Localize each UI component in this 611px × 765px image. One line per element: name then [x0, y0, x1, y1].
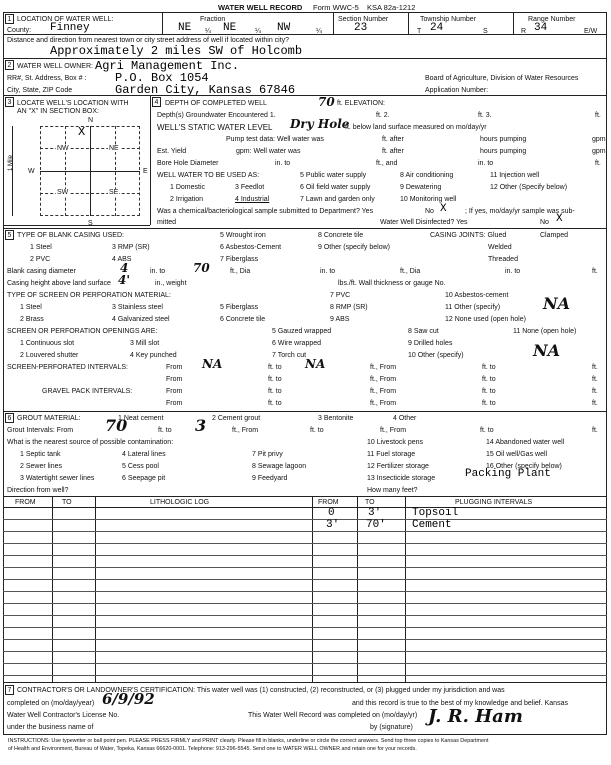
- grout-4[interactable]: 4 Other: [393, 415, 417, 422]
- contam-11[interactable]: 11 Fuel storage: [367, 451, 416, 458]
- casing-label: TYPE OF BLANK CASING USED:: [17, 232, 124, 239]
- mitted: mitted: [157, 219, 177, 226]
- dia-label: Blank casing diameter: [7, 268, 76, 275]
- grout-ft: ft.: [592, 427, 598, 434]
- dia-value: 4: [120, 261, 129, 275]
- plugging-header: PLUGGING INTERVALS: [455, 499, 533, 506]
- screen-2[interactable]: 2 Brass: [20, 316, 44, 323]
- sp-ft-2: ft.: [592, 376, 598, 383]
- dia-ft: ft., Dia: [230, 268, 251, 275]
- ksa-number: KSA 82a-1212: [367, 3, 416, 12]
- open-8[interactable]: 8 Saw cut: [408, 328, 439, 335]
- address-label: RR#, St. Address, Box # :: [7, 75, 87, 82]
- range-label: Range Number: [528, 16, 576, 23]
- bore-label: Bore Hole Diameter: [157, 160, 219, 167]
- use-1[interactable]: 1 Domestic: [170, 184, 206, 191]
- howmany-label: How many feet?: [367, 487, 418, 494]
- instructions-2: of Health and Environment, Bureau of Water, Topeka, Kansas 66620-0001. Telephone: 913-296-5545. Send one to WATER WELL OWNER and retain one for your records.: [8, 746, 417, 752]
- grout-int-label: Grout Intervals: From: [7, 427, 74, 434]
- dia-in-2: in. to: [320, 268, 336, 275]
- height-label: Casing height above land surface: [7, 280, 111, 287]
- gp-ft-2: ft.: [592, 400, 598, 407]
- contam-10[interactable]: 10 Livestock pens: [367, 439, 424, 446]
- dia-ft-3: ft.: [592, 268, 598, 275]
- cert-line-1: CONTRACTOR'S OR LANDOWNER'S CERTIFICATION: This water well was (1) constructed, (2) reconstructed, or (3) plugged under my jurisdiction and was: [17, 687, 505, 694]
- sp-from-2: From: [166, 376, 183, 383]
- dis-no[interactable]: No: [540, 219, 549, 226]
- section-1-number: 1: [5, 14, 14, 24]
- gw-label: Depth(s) Groundwater Encountered 1.: [157, 112, 276, 119]
- casing-4[interactable]: 4 ABS: [112, 256, 132, 263]
- township-suffix: S: [483, 28, 488, 35]
- grout-2[interactable]: 2 Cement grout: [212, 415, 261, 422]
- distance-label: Distance and direction from nearest town or city street address of well if located within city?: [7, 37, 290, 44]
- county-value: Finney: [50, 22, 90, 34]
- township-label: Township Number: [420, 16, 477, 23]
- contam-16-value: Packing Plant: [465, 468, 551, 480]
- depth-ft: ft. ELEVATION:: [337, 100, 385, 107]
- grout-1[interactable]: 1 Neat cement: [118, 415, 164, 422]
- screen-5[interactable]: 5 Fiberglass: [220, 304, 259, 311]
- compass-s: S: [88, 220, 93, 227]
- sp-from-1: From: [166, 364, 183, 371]
- contam-6[interactable]: 6 Seepage pit: [122, 475, 166, 482]
- contam-7[interactable]: 7 Pit privy: [252, 451, 283, 458]
- plug-row-2-desc: Cement: [412, 519, 452, 531]
- quadrant-ne: NE: [109, 145, 119, 152]
- sp-to-2: ft. to: [268, 376, 282, 383]
- cert-line-2b: and this record is true to the best of my knowledge and belief. Kansas: [352, 700, 568, 707]
- locate-label: LOCATE WELL'S LOCATION WITH: [17, 100, 129, 107]
- gp-to-1: ft. to: [268, 388, 282, 395]
- open-11[interactable]: 11 None (open hole): [513, 328, 577, 335]
- screen-10[interactable]: 10 Asbestos-cement: [445, 292, 509, 299]
- disinfect-label: Water Well Disinfected? Yes: [380, 219, 468, 226]
- owner-label: WATER WELL OWNER:: [17, 63, 93, 70]
- log-from2-header: FROM: [318, 499, 339, 506]
- casing-5[interactable]: 5 Wrought iron: [220, 232, 266, 239]
- screen-8[interactable]: 8 RMP (SR): [330, 304, 368, 311]
- contam-9[interactable]: 9 Feedyard: [252, 475, 288, 482]
- casing-1[interactable]: 1 Steel: [30, 244, 52, 251]
- compass-n: N: [88, 117, 94, 124]
- contam-label: What is the nearest source of possible contamination:: [7, 439, 174, 446]
- quarter-sym-1: ¼: [205, 28, 211, 35]
- gp-to-1b: ft. to: [482, 388, 496, 395]
- open-5[interactable]: 5 Gauzed wrapped: [272, 328, 332, 335]
- contam-15[interactable]: 15 Oil well/Gas well: [486, 451, 548, 458]
- compass-w: W: [28, 168, 35, 175]
- gp-ftfrom-2: ft., From: [370, 400, 397, 407]
- sp-ftfrom-1: ft., From: [370, 364, 397, 371]
- open-7[interactable]: 7 Torch cut: [272, 352, 307, 359]
- section-3-number: 3: [5, 97, 14, 107]
- open-10-value: NA: [533, 341, 561, 360]
- owner-value: Agri Management Inc.: [95, 59, 240, 73]
- screen-label: TYPE OF SCREEN OR PERFORATION MATERIAL:: [7, 292, 171, 299]
- casing-6[interactable]: 6 Asbestos-Cement: [220, 244, 282, 251]
- log-from-header: FROM: [15, 499, 36, 506]
- cert-line-3b: This Water Well Record was completed on (mo/day/yr): [248, 712, 418, 719]
- static-label: WELL'S STATIC WATER LEVEL: [157, 123, 273, 132]
- chem-no[interactable]: No: [425, 208, 434, 215]
- section-6-number: 6: [5, 413, 14, 423]
- plug-row-2-to: 70': [366, 519, 386, 531]
- use-3[interactable]: 3 Feedlot: [235, 184, 265, 191]
- chem-label: Was a chemical/bacteriological sample submitted to Department? Yes: [157, 208, 374, 215]
- contam-1[interactable]: 1 Septic tank: [20, 451, 61, 458]
- contam-14[interactable]: 14 Abandoned water well: [486, 439, 565, 446]
- grout-3[interactable]: 3 Bentonite: [318, 415, 354, 422]
- est-gpm-2: gpm: [592, 148, 606, 155]
- dia-in-3: in. to: [505, 268, 521, 275]
- plug-row-1-desc: Topsoil: [412, 507, 459, 519]
- casing-8[interactable]: 8 Concrete tile: [318, 232, 364, 239]
- depth-label: DEPTH OF COMPLETED WELL: [165, 100, 267, 107]
- contam-2[interactable]: 2 Sewer lines: [20, 463, 63, 470]
- gp-from-2: From: [166, 400, 183, 407]
- screen-3[interactable]: 3 Stainless steel: [112, 304, 163, 311]
- grout-ftfrom-2: ft., From: [380, 427, 407, 434]
- chem-x: X: [440, 203, 447, 215]
- township-prefix: T: [417, 28, 422, 35]
- litho-header: LITHOLOGIC LOG: [150, 499, 210, 506]
- section-box[interactable]: [40, 126, 140, 216]
- gp-to-2: ft. to: [268, 400, 282, 407]
- height-in: in., weight: [155, 280, 187, 287]
- dia-ft-2: ft., Dia: [400, 268, 421, 275]
- bore-in: in. to: [275, 160, 291, 167]
- section-number-label: Section Number: [338, 16, 389, 23]
- section-value: 23: [354, 22, 368, 34]
- address-value: P.O. Box 1054: [115, 71, 209, 85]
- quarter-2: NE: [223, 22, 237, 34]
- grout-to-label: ft. to: [158, 427, 172, 434]
- est-hours: hours pumping: [480, 148, 527, 155]
- plug-row-2-from: 3': [326, 519, 340, 531]
- log-to2-header: TO: [365, 499, 375, 506]
- section-2-number: 2: [5, 60, 14, 70]
- open-9[interactable]: 9 Drilled holes: [408, 340, 453, 347]
- application-label: Application Number:: [425, 87, 489, 94]
- mile-label: 1 Mile: [8, 154, 15, 172]
- open-3[interactable]: 3 Mill slot: [130, 340, 160, 347]
- grout-ftto: ft. to: [310, 427, 324, 434]
- gp-label: GRAVEL PACK INTERVALS:: [42, 388, 133, 395]
- quarter-sym-3: ¼: [316, 28, 322, 35]
- open-2[interactable]: 2 Louvered shutter: [20, 352, 79, 359]
- range-suffix: E/W: [584, 28, 598, 35]
- bore-ft: ft.: [595, 160, 601, 167]
- gw-3: ft. 3.: [478, 112, 492, 119]
- openings-label: SCREEN OR PERFORATION OPENINGS ARE:: [7, 328, 158, 335]
- completed-label: completed on (mo/day/year): [7, 700, 95, 707]
- fraction-label: Fraction: [200, 16, 226, 23]
- quadrant-se: SE: [109, 189, 119, 196]
- depth-value: 70: [318, 95, 335, 109]
- pump-gpm: gpm: [592, 136, 606, 143]
- sp-ft-1: ft.: [592, 364, 598, 371]
- distance-value: Approximately 2 miles SW of Holcomb: [50, 44, 303, 58]
- board-label: Board of Agriculture, Division of Water Resources: [425, 75, 579, 82]
- county-label: County:: [7, 27, 32, 34]
- s1-label: LOCATION OF WATER WELL:: [17, 16, 114, 23]
- lbs-label: lbs./ft. Wall thickness or gauge No.: [338, 280, 446, 287]
- screen-12[interactable]: 12 None used (open hole): [445, 316, 526, 323]
- use-9[interactable]: 9 Dewatering: [400, 184, 442, 191]
- use-12[interactable]: 12 Other (Specify below): [490, 184, 568, 191]
- screen-11-value: NA: [543, 294, 571, 313]
- use-8[interactable]: 8 Air conditioning: [400, 172, 454, 179]
- est-gpm: gpm: Well water was: [236, 148, 301, 155]
- township-value: 24: [430, 22, 444, 34]
- dis-x: X: [556, 213, 563, 225]
- grout-to-value: 3: [195, 416, 207, 435]
- sp-from-value: NA: [202, 357, 223, 371]
- static-value: Dry Hole: [290, 117, 350, 131]
- quarter-1: NE: [178, 22, 192, 34]
- city-value: Garden City, Kansas 67846: [115, 83, 296, 97]
- section-7-number: 7: [5, 685, 14, 695]
- pump-label: Pump test data: Well water was: [226, 136, 324, 143]
- joints-clamped[interactable]: Clamped: [540, 232, 569, 239]
- grout-from-value: 70: [105, 416, 128, 435]
- dia-to-value: 70: [193, 261, 210, 275]
- grout-ftfrom: ft., From: [232, 427, 259, 434]
- open-10[interactable]: 10 Other (specify): [408, 352, 464, 359]
- sp-label: SCREEN-PERFORATED INTERVALS:: [7, 364, 128, 371]
- bore-and: ft., and: [376, 160, 398, 167]
- quadrant-sw: SW: [57, 189, 69, 196]
- pump-hours: hours pumping: [480, 136, 527, 143]
- dia-in: in. to: [150, 268, 166, 275]
- quarter-sym-2: ¼: [255, 28, 261, 35]
- gw-end: ft.: [595, 112, 601, 119]
- compass-e: E: [143, 168, 148, 175]
- sp-to-1b: ft. to: [482, 364, 496, 371]
- pump-after: ft. after: [382, 136, 404, 143]
- log-to-header: TO: [62, 499, 72, 506]
- section-5-number: 5: [5, 230, 14, 240]
- contam-16[interactable]: 16 Other (specify below): [486, 463, 562, 470]
- license-label: Water Well Contractor's License No.: [7, 712, 120, 719]
- form-title: WATER WELL RECORD: [218, 3, 303, 12]
- grout-ftto-2: ft. to: [480, 427, 494, 434]
- screen-4[interactable]: 4 Galvanized steel: [112, 316, 170, 323]
- plug-row-1-from: 0: [328, 507, 335, 519]
- casing-9[interactable]: 9 Other (specify below): [318, 244, 390, 251]
- gp-ft-1: ft.: [592, 388, 598, 395]
- use-label: WELL WATER TO BE USED AS:: [157, 172, 260, 179]
- open-4[interactable]: 4 Key punched: [130, 352, 177, 359]
- contam-12[interactable]: 12 Fertilizer storage: [367, 463, 429, 470]
- direction-label: Direction from well?: [7, 487, 69, 494]
- use-5[interactable]: 5 Public water supply: [300, 172, 367, 179]
- sp-to-2b: ft. to: [482, 376, 496, 383]
- contam-3[interactable]: 3 Watertight sewer lines: [20, 475, 95, 482]
- bore-in-2: in. to: [478, 160, 494, 167]
- contam-4[interactable]: 4 Lateral lines: [122, 451, 166, 458]
- sp-to-value: NA: [305, 357, 326, 371]
- city-label: City, State, ZIP Code: [7, 87, 73, 94]
- casing-3[interactable]: 3 RMP (SR): [112, 244, 150, 251]
- signature-by: by (signature): [370, 724, 413, 731]
- joints-label: CASING JOINTS: Glued: [430, 232, 507, 239]
- contam-5[interactable]: 5 Cess pool: [122, 463, 159, 470]
- range-value: 34: [534, 22, 548, 34]
- sp-to-1: ft. to: [268, 364, 282, 371]
- open-1[interactable]: 1 Continuous slot: [20, 340, 75, 347]
- est-after: ft. after: [382, 148, 404, 155]
- gp-from-1: From: [166, 388, 183, 395]
- joints-threaded[interactable]: Threaded: [488, 256, 518, 263]
- gp-ftfrom-1: ft., From: [370, 388, 397, 395]
- contam-8[interactable]: 8 Sewage lagoon: [252, 463, 307, 470]
- form-number: Form WWC-5: [313, 3, 359, 12]
- gp-to-2b: ft. to: [482, 400, 496, 407]
- plug-row-1-to: 3': [368, 507, 382, 519]
- location-x-mark: X: [78, 125, 86, 139]
- contam-13[interactable]: 13 Insecticide storage: [367, 475, 436, 482]
- completed-date: 6/9/92: [102, 690, 155, 708]
- height-value: 4': [118, 273, 131, 287]
- instructions-1: INSTRUCTIONS: Use typewriter or ball point pen. PLEASE PRESS FIRMLY and PRINT clearly. Please fill in blanks, underline or circle the correct answers. Send top three copies to Kansas Department: [8, 738, 489, 744]
- quadrant-nw: NW: [57, 145, 69, 152]
- casing-7[interactable]: 7 Fiberglass: [220, 256, 259, 263]
- use-2[interactable]: 2 Irrigation: [170, 196, 204, 203]
- screen-7[interactable]: 7 PVC: [330, 292, 351, 299]
- use-7[interactable]: 7 Lawn and garden only: [300, 196, 375, 203]
- casing-2[interactable]: 2 PVC: [30, 256, 51, 263]
- business-label: under the business name of: [7, 724, 94, 731]
- range-prefix: R: [521, 28, 527, 35]
- use-10[interactable]: 10 Monitoring well: [400, 196, 457, 203]
- quarter-3: NW: [277, 22, 291, 34]
- screen-1[interactable]: 1 Steel: [20, 304, 42, 311]
- static-below: ft. below land surface measured on mo/day/yr: [345, 124, 487, 131]
- grout-label: GROUT MATERIAL:: [17, 415, 81, 422]
- use-6[interactable]: 6 Oil field water supply: [300, 184, 371, 191]
- chem-if: ; If yes, mo/day/yr sample was sub-: [465, 208, 575, 215]
- gw-2: ft. 2.: [376, 112, 390, 119]
- est-label: Est. Yield: [157, 148, 187, 155]
- screen-11[interactable]: 11 Other (specify): [445, 304, 501, 311]
- open-6[interactable]: 6 Wire wrapped: [272, 340, 322, 347]
- locate-label-2: AN "X" IN SECTION BOX:: [17, 108, 99, 115]
- sp-ftfrom-2: ft., From: [370, 376, 397, 383]
- section-4-number: 4: [152, 97, 161, 107]
- use-4[interactable]: 4 Industrial: [235, 196, 270, 203]
- use-11[interactable]: 11 Injection well: [490, 172, 540, 179]
- screen-9[interactable]: 9 ABS: [330, 316, 350, 323]
- screen-6[interactable]: 6 Concrete tile: [220, 316, 266, 323]
- joints-welded[interactable]: Welded: [488, 244, 512, 251]
- signature: J. R. Ham: [428, 706, 523, 727]
